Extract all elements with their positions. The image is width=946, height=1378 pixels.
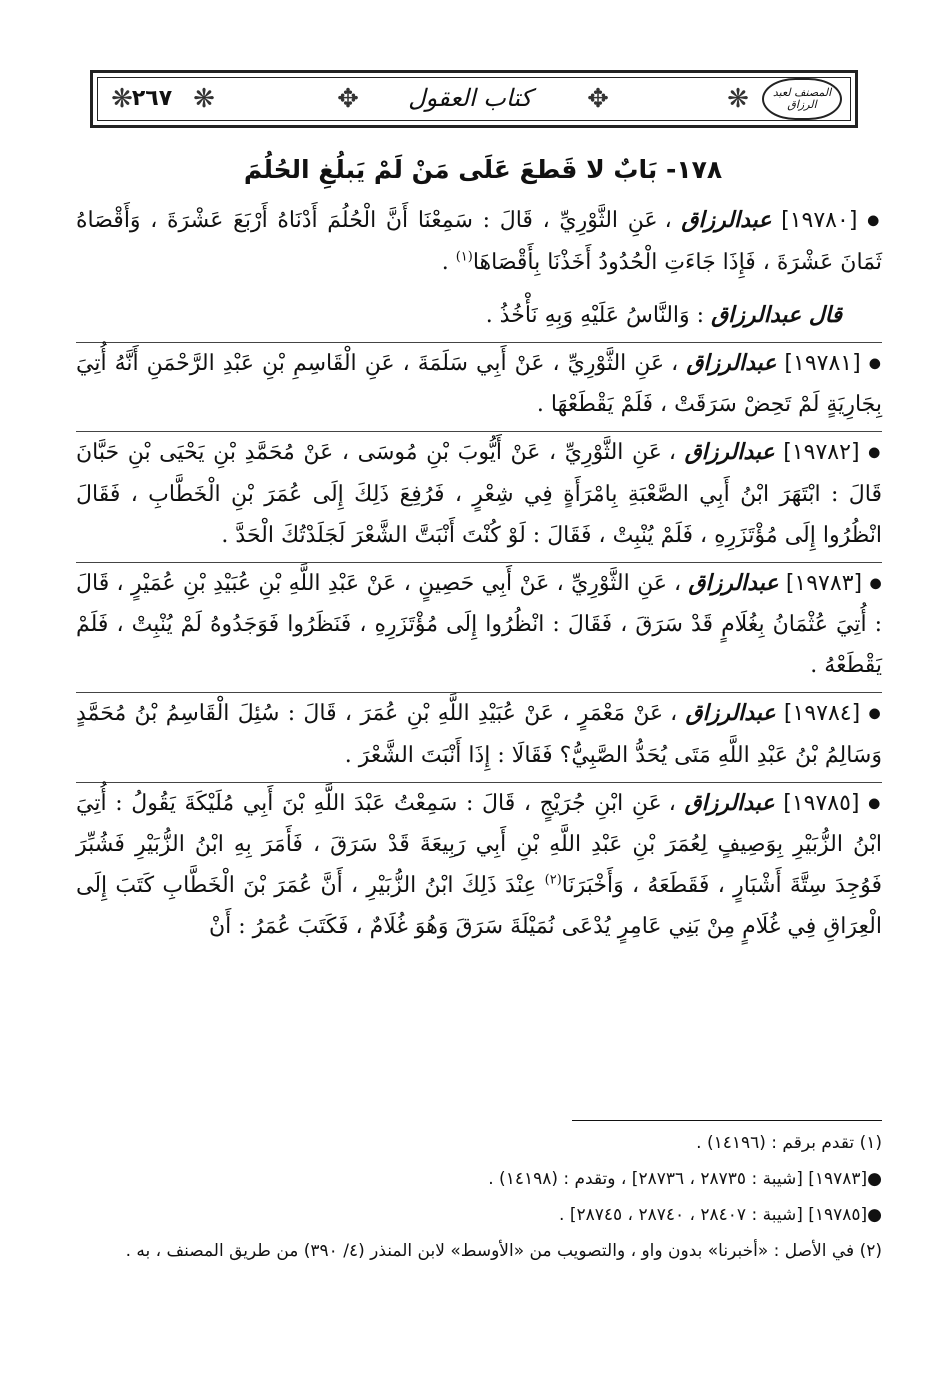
hadith-entry (76, 563, 882, 687)
bullet-icon: ● (868, 795, 882, 811)
hadith-entry (76, 783, 882, 948)
ornament-icon: ✥ (587, 84, 609, 114)
hadith-number: [١٩٧٨٣] (785, 570, 863, 596)
ornament-icon: ❋ (727, 84, 749, 114)
logo-text: المصنف لعبد الرزاق (772, 86, 832, 111)
bullet-icon: ● (868, 705, 882, 722)
chapter-heading: ١٧٨- بَابٌ لا قَطعَ عَلَى مَنْ لَمْ يَبلُغِ الحُلُمَ (243, 155, 723, 184)
bullet-icon: ● (867, 212, 883, 229)
author-name: عبدالرزاق (684, 439, 775, 465)
hadith-number: [١٩٧٨٢] (783, 440, 860, 465)
hadith-entry (76, 432, 882, 556)
hadith-text-end: . (441, 249, 456, 275)
footnote: ●[١٩٧٨٣] [شيبة : ٢٨٧٣٥ ، ٢٨٧٣٦] ، وتقدم : (١٤١٩٨) . (488, 1169, 882, 1189)
author-name: عبدالرزاق (685, 700, 776, 726)
footnotes (76, 1120, 882, 1265)
ornament-icon: ✥ (337, 84, 359, 114)
hadith-text: ، عَنِ الثَّوْرِيِّ ، عَنْ أَبِي سَلَمَةَ ، عَنِ الْقَاسِمِ بْنِ عَبْدِ الرَّحْمَنِ أَنَّهُ أُتِيَ بِجَارِيَةٍ لَمْ تَحِضْ سَرَقَتْ ، فَلَمْ يَقْطَعْهَا . (76, 350, 882, 417)
author-name: عبدالرزاق (688, 569, 779, 596)
ornament-icon: ❋ (111, 84, 133, 114)
hadith-text: ، عَنِ الثَّوْرِيِّ ، عَنْ أَبِي حَصِينٍ ، عَنْ عَبْدِ اللَّهِ بْنِ عُبَيْدِ بْنِ عُمَيْرٍ ، قَالَ : أُتِيَ عُثْمَانُ بِغُلَامٍ قَدْ سَرَقَ ، فَقَالَ : انْظُرُوا إِلَى مُؤْتَزَرِهِ ، فَنَظَرُوا فَوَجَدُوهُ لَمْ يُنْبِتْ ، فَلَمْ يَقْطَعْهُ . (76, 570, 882, 678)
author-name: عبدالرزاق (681, 207, 772, 233)
bullet-icon: ● (869, 575, 883, 591)
footnote: ●[١٩٧٨٥] [شيبة : ٢٨٤٠٧ ، ٢٨٧٤٠ ، ٢٨٧٤٥] . (559, 1205, 882, 1225)
hadith-list (76, 200, 882, 947)
footnote-marker: (١) (455, 249, 473, 265)
footnote: (٢) في الأصل : «أخبرنا» بدون واو ، والتصويب من «الأوسط» لابن المنذر (٤/ ٣٩٠) من طريق المصنف ، به . (125, 1241, 882, 1261)
ornament-icon: ❋ (193, 84, 215, 114)
author-name: عبدالرزاق (686, 349, 777, 376)
footnote-marker: (٢) (544, 872, 562, 888)
hadith-text-end: عِنْدَ ذَلِكَ ابْنُ الزُّبَيْرِ ، أَنَّ عُمَرَ بْنَ الْخَطَّابِ كَتَبَ إِلَى الْعِرَاقِ فِي غُلَامٍ مِنْ بَنِي عَامِرٍ يُدْعَى نُمَيْلَةَ سَرَقَ وَهُوَ غُلَامٌ ، فَكَتَبَ عُمَرُ : أَنْ (76, 873, 882, 939)
bullet-icon: ● (868, 444, 882, 461)
hadith-text: ، عَنِ الثَّوْرِيِّ ، عَنْ أَيُّوبَ بْنِ مُوسَى ، عَنْ مُحَمَّدِ بْنِ يَحْيَى بْنِ حَبَّانَ قَالَ : ابْتَهَرَ ابْنُ أَبِي الصَّعْبَةِ بِامْرَأَةٍ فِي شِعْرٍ ، فَرُفِعَ ذَلِكَ إِلَى عُمَرَ بْنِ الْخَطَّابِ ، فَقَالَ انْظُرُوا إِلَى مُؤْتَزَرِهِ ، فَلَمْ يُنْبِتْ ، فَقَالَ : لَوْ كُنْتَ أَنْبَتَّ الشَّعْرَ لَجَلَدْتُكَ الْحَدَّ . (76, 440, 882, 548)
footnote: (١) تقدم برقم : (١٤١٩٦) . (696, 1133, 882, 1153)
page-number: ٢٦٧ (131, 86, 173, 111)
hadith-entry (76, 343, 882, 426)
author-name: قال عبدالرزاق (711, 301, 842, 328)
publisher-logo (762, 78, 842, 120)
hadith-number: [١٩٧٨١] (784, 350, 861, 376)
hadith-text: ، عَنْ مَعْمَرٍ ، عَنْ عُبَيْدِ اللَّهِ بْنِ عُمَرَ ، قَالَ : سُئِلَ الْقَاسِمُ بْنُ مُحَمَّدٍ وَسَالِمُ بْنُ عَبْدِ اللَّهِ مَتَى يُحَدُّ الصَّبِيُّ؟ فَقَالَا : إِذَا أَنْبَتَ الشَّعْرَ . (76, 701, 882, 768)
hadith-text: : وَالنَّاسُ عَلَيْهِ وَبِهِ نَأْخُذُ . (485, 302, 705, 328)
hadith-text: ، عَنِ ابْنِ جُرَيْجٍ ، قَالَ : سَمِعْتُ عَبْدَ اللَّهِ بْنَ أَبِي مُلَيْكَةَ يَقُولُ : أُتِيَ ابْنُ الزُّبَيْرِ بِوَصِيفٍ لِعُمَرَ بْنِ عَبْدِ اللَّهِ بْنِ أَبِي رَبِيعَةَ قَدْ سَرَقَ ، فَأَمَرَ بِهِ ابْنُ الزُّبَيْرِ فَشُبِّرَ فَوُجِدَ سِتَّةَ أَشْبَارٍ ، فَقَطَعَهُ ، وَأَخْبَرَنَا (76, 790, 882, 898)
hadith-entry (76, 693, 882, 776)
hadith-number: [١٩٧٨٠] (781, 208, 858, 233)
bullet-icon: ● (868, 355, 882, 371)
author-name: عبدالرزاق (684, 789, 775, 816)
hadith-number: [١٩٧٨٤] (783, 701, 861, 726)
hadith-entry (76, 200, 882, 283)
footnote-rule (572, 1120, 882, 1121)
hadith-comment (76, 295, 882, 336)
hadith-number: [١٩٧٨٥] (783, 790, 860, 816)
book-title: كتاب العقول (408, 84, 532, 112)
hadith-text: ، عَنِ الثَّوْرِيِّ ، قَالَ : سَمِعْنَا أَنَّ الْحُلُمَ أَدْنَاهُ أَرْبَعَ عَشْرَةَ ، وَأَقْصَاهُ ثَمَانَ عَشْرَةَ ، فَإِذَا جَاءَتِ الْحُدُودُ أَخَذْنَا بِأَقْصَاهَا (76, 208, 882, 275)
